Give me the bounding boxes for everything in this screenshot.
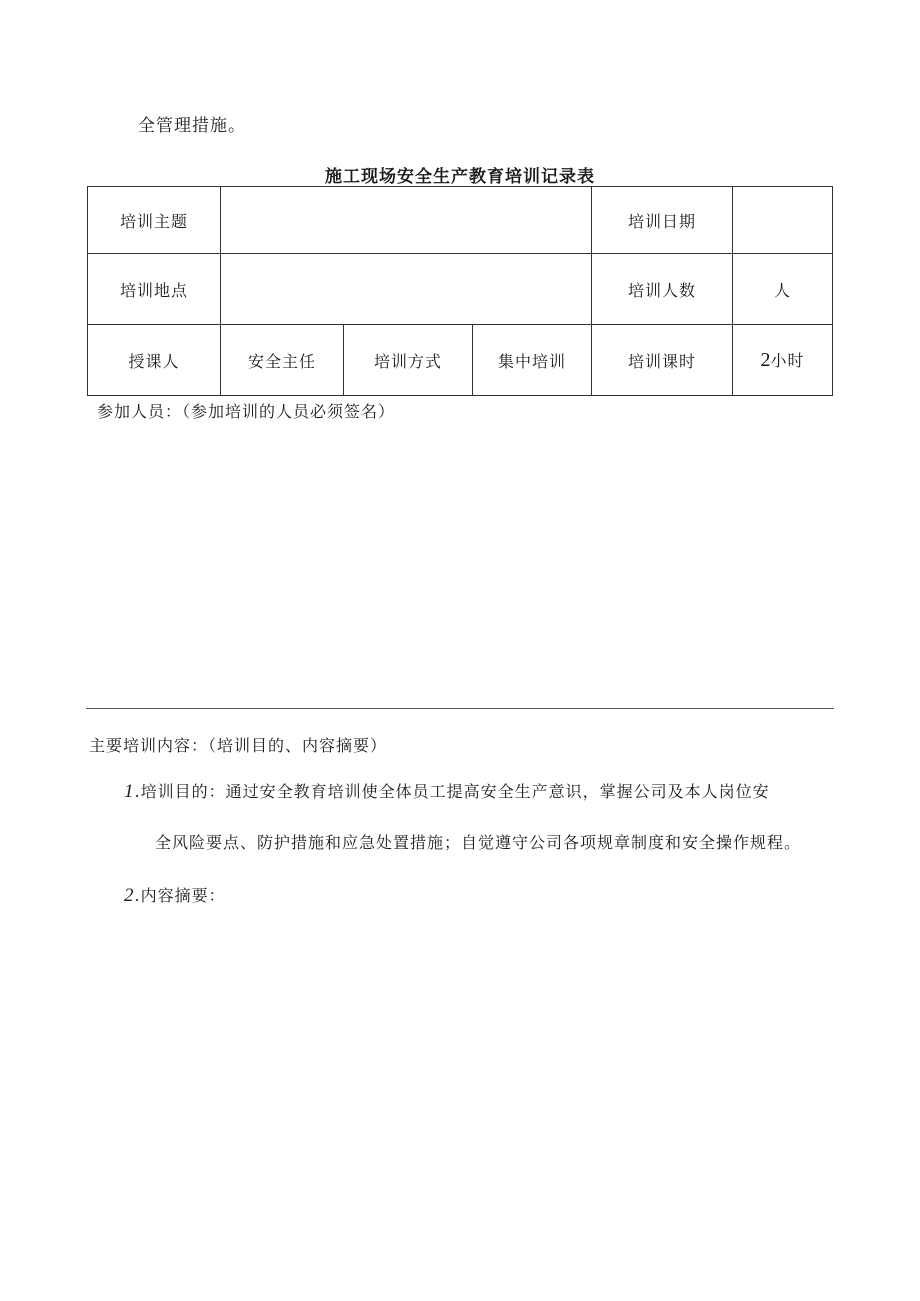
participants-label: 参加人员：（参加培训的人员必须签名）: [97, 402, 396, 421]
item-number: 2: [124, 885, 135, 906]
method-field[interactable]: 集中培训: [473, 325, 592, 396]
headcount-label: 培训人数: [592, 254, 733, 325]
headcount-field[interactable]: 人: [733, 254, 833, 325]
date-field[interactable]: [733, 187, 833, 254]
list-item: [124, 779, 770, 803]
form-title: 施工现场安全生产教育培训记录表: [325, 167, 595, 187]
method-label: 培训方式: [344, 325, 473, 396]
list-item-continuation: 全风险要点、防护措施和应急处置措施；自觉遵守公司各项规章制度和安全操作规程。: [155, 833, 802, 852]
content-section-label: 主要培训内容：（培训目的、内容摘要）: [89, 736, 388, 755]
training-record-table: [87, 186, 833, 396]
item-text: .内容摘要：: [134, 886, 226, 905]
hours-field[interactable]: [733, 325, 833, 396]
table-row: [88, 254, 833, 325]
hours-number: 2: [760, 349, 771, 371]
date-label: 培训日期: [592, 187, 733, 254]
list-item: [124, 883, 226, 907]
carry-over-text: 全管理措施。: [138, 116, 246, 136]
hours-unit: 小时: [770, 351, 805, 370]
item-number: 1: [124, 781, 135, 802]
topic-field[interactable]: [221, 187, 592, 254]
topic-label: 培训主题: [88, 187, 221, 254]
table-row: [88, 325, 833, 396]
location-label: 培训地点: [88, 254, 221, 325]
hours-label: 培训课时: [592, 325, 733, 396]
location-field[interactable]: [221, 254, 592, 325]
lecturer-label: 授课人: [88, 325, 221, 396]
section-divider: [86, 708, 834, 709]
lecturer-field[interactable]: 安全主任: [221, 325, 344, 396]
table-row: [88, 187, 833, 254]
item-text: .培训目的：通过安全教育培训使全体员工提高安全生产意识，掌握公司及本人岗位安: [134, 782, 770, 801]
